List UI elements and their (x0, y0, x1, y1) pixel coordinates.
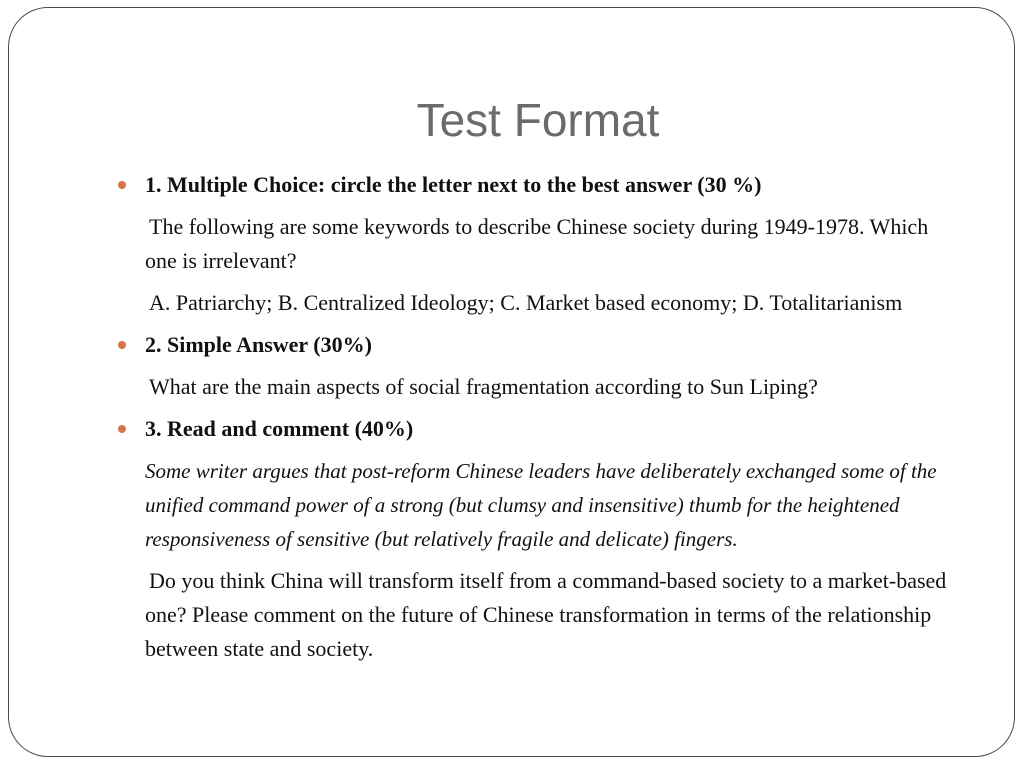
bullet-dot-icon (118, 181, 126, 189)
section-1-question: The following are some keywords to describe Chinese society during 1949-1978. Which one is irrelevant? (145, 214, 929, 273)
section-2-question: What are the main aspects of social fragmentation according to Sun Liping? (149, 374, 818, 399)
section-3-quote: Some writer argues that post-reform Chinese leaders have deliberately exchanged some of the unified command power of a strong (but clumsy and insensitive) thumb for the heightened responsiveness of sensitive (but relatively fragile and delicate) fingers. (145, 459, 937, 551)
section-2-heading-text: 2. Simple Answer (30%) (145, 332, 372, 357)
section-1-heading-text: 1. Multiple Choice: circle the letter next to the best answer (30 %) (145, 172, 762, 197)
bullet-dot-icon (118, 425, 126, 433)
section-2-heading (118, 328, 948, 362)
section-1-heading (118, 168, 948, 202)
slide-content (118, 168, 948, 674)
bullet-dot-icon (118, 341, 126, 349)
section-3-question: Do you think China will transform itself from a command-based society to a market-based one? Please comment on the future of Chinese transformation in terms of the relationship between state and society. (145, 568, 947, 661)
section-3-heading (118, 412, 948, 446)
section-3-heading-text: 3. Read and comment (40%) (145, 416, 414, 441)
section-1-options: A. Patriarchy; B. Centralized Ideology; C. Market based economy; D. Totalitarianism (149, 290, 903, 315)
slide-title: Test Format (416, 94, 660, 146)
